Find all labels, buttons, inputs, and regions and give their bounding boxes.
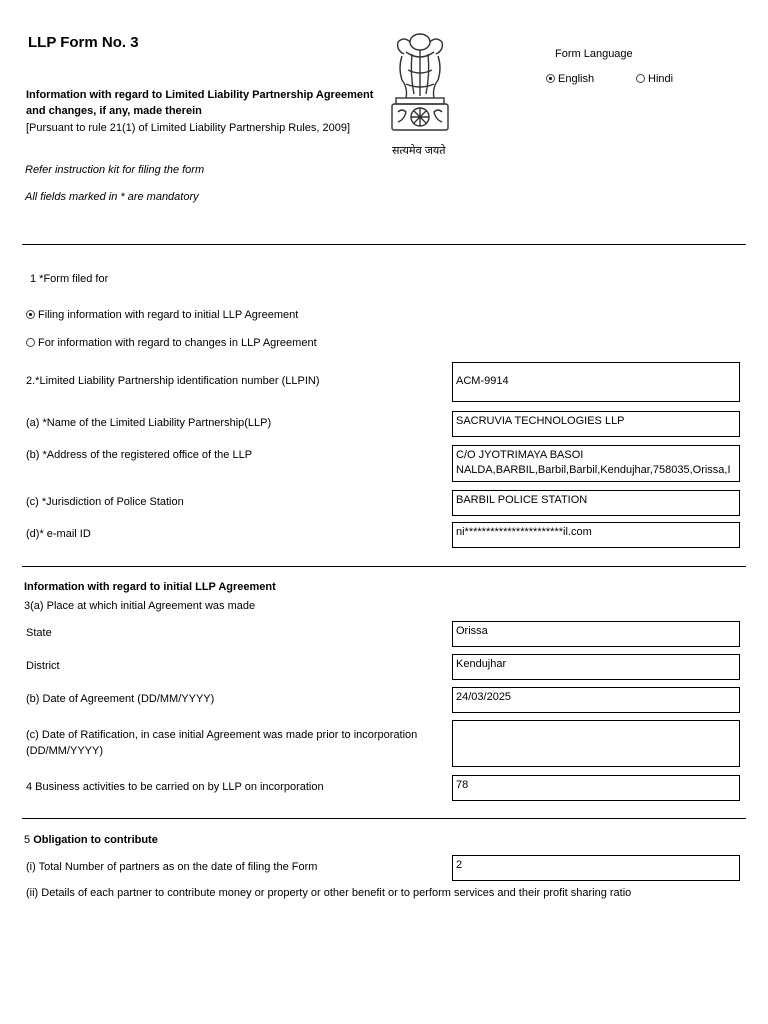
option-initial-agreement[interactable] [26, 309, 298, 321]
llpin-field[interactable]: ACM-9914 [452, 362, 740, 402]
radio-selected-icon[interactable] [546, 74, 555, 83]
option-changes-agreement[interactable] [26, 337, 317, 349]
radio-unselected-icon[interactable] [636, 74, 645, 83]
mandatory-note: All fields marked in * are mandatory [25, 191, 199, 203]
instruction-note: Refer instruction kit for filing the form [25, 164, 205, 176]
police-station-field[interactable]: BARBIL POLICE STATION [452, 490, 740, 516]
obligation-heading [24, 834, 158, 846]
district-label: District [26, 660, 60, 672]
emblem-motto: सत्यमेव जयते [392, 145, 446, 157]
pursuant-note: [Pursuant to rule 21(1) of Limited Liability Partnership Rules, 2009] [26, 122, 351, 134]
address-field[interactable] [452, 445, 740, 482]
divider [22, 244, 746, 245]
form-subtitle-line2: and changes, if any, made therein [26, 105, 202, 117]
national-emblem-icon [384, 28, 456, 140]
obligation-title: Obligation to contribute [33, 834, 158, 846]
state-label: State [26, 627, 52, 639]
divider [22, 818, 746, 819]
partners-count-label: (i) Total Number of partners as on the date of filing the Form [26, 861, 318, 873]
address-label: (b) *Address of the registered office of the LLP [26, 449, 253, 461]
language-option-english[interactable] [546, 73, 594, 85]
email-field[interactable]: ni***********************il.com [452, 522, 740, 548]
llp-name-field[interactable]: SACRUVIA TECHNOLOGIES LLP [452, 411, 740, 437]
address-line-2: NALDA,BARBIL,Barbil,Barbil,Kendujhar,758035,Orissa,I [456, 464, 731, 476]
email-label: (d)* e-mail ID [26, 528, 91, 540]
divider [22, 566, 746, 567]
state-field[interactable]: Orissa [452, 621, 740, 647]
llpin-label: 2.*Limited Liability Partnership identification number (LLPIN) [26, 375, 320, 387]
business-activities-field[interactable]: 78 [452, 775, 740, 801]
form-filed-for-label: 1 *Form filed for [30, 273, 109, 285]
ratification-date-label-line1: (c) Date of Ratification, in case initial Agreement was made prior to incorporation [26, 729, 418, 741]
business-activities-label: 4 Business activities to be carried on by LLP on incorporation [26, 781, 324, 793]
radio-unselected-icon[interactable] [26, 338, 35, 347]
option-changes-label: For information with regard to changes in LLP Agreement [38, 337, 317, 349]
option-initial-label: Filing information with regard to initial LLP Agreement [38, 309, 299, 321]
form-language-label: Form Language [555, 48, 633, 60]
agreement-date-field[interactable]: 24/03/2025 [452, 687, 740, 713]
language-hindi-label: Hindi [648, 73, 674, 85]
obligation-number: 5 [24, 834, 31, 846]
language-english-label: English [558, 73, 595, 85]
ratification-date-label-line2: (DD/MM/YYYY) [26, 745, 103, 757]
language-option-hindi[interactable] [636, 73, 673, 85]
llp-name-label: (a) *Name of the Limited Liability Partnership(LLP) [26, 417, 272, 429]
police-station-label: (c) *Jurisdiction of Police Station [26, 496, 184, 508]
form-title: LLP Form No. 3 [28, 34, 139, 51]
form-subtitle-line1: Information with regard to Limited Liability Partnership Agreement [26, 89, 374, 101]
initial-agreement-heading: Information with regard to initial LLP Agreement [24, 581, 276, 593]
radio-selected-icon[interactable] [26, 310, 35, 319]
agreement-date-label: (b) Date of Agreement (DD/MM/YYYY) [26, 693, 215, 705]
district-field[interactable]: Kendujhar [452, 654, 740, 680]
partners-count-field[interactable]: 2 [452, 855, 740, 881]
place-of-agreement-label: 3(a) Place at which initial Agreement was made [24, 600, 256, 612]
partner-details-label: (ii) Details of each partner to contribute money or property or other benefit or to perform services and their profit sharing ratio [26, 887, 632, 899]
ratification-date-field[interactable] [452, 720, 740, 767]
address-line-1: C/O JYOTRIMAYA BASOI [456, 449, 584, 461]
